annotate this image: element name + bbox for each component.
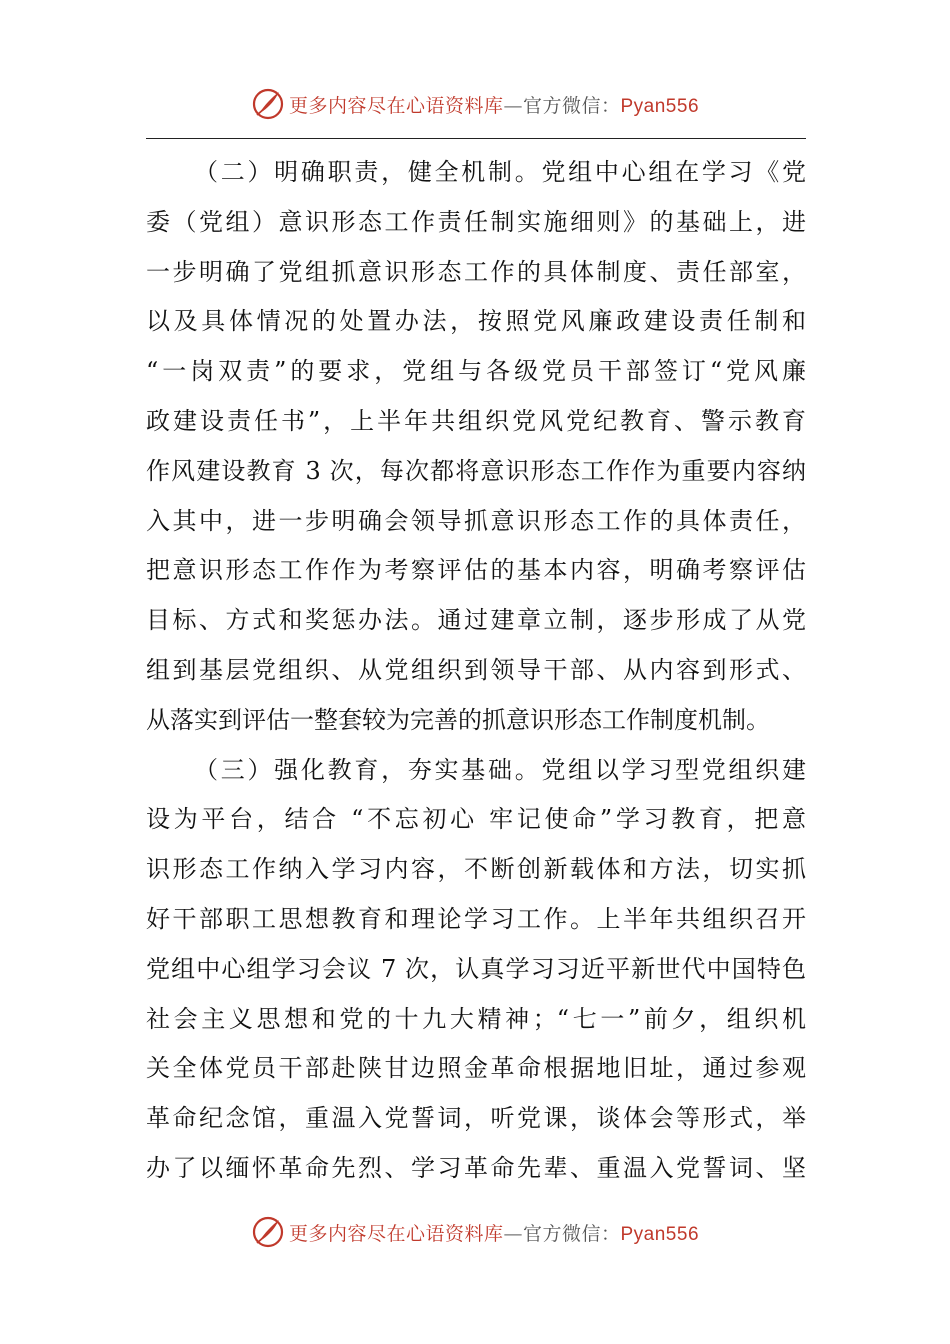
- text-line: 把意识形态工作作为考察评估的基本内容，明确考察评估: [146, 556, 806, 585]
- document-body: [146, 148, 806, 1194]
- watermark-dash: —: [503, 94, 523, 117]
- text-line: 从落实到评估一整套较为完善的抓意识形态工作制度机制。: [146, 705, 770, 734]
- quill-logo-icon: [251, 1215, 285, 1249]
- footer-watermark: [0, 1208, 950, 1256]
- watermark-main: 更多内容尽在心语资料库: [288, 1222, 504, 1245]
- text-line: 一步明确了党组抓意识形态工作的具体制度、责任部室，: [146, 257, 806, 286]
- text-line: 以及具体情况的处置办法，按照党风廉政建设责任制和: [146, 307, 806, 336]
- text-line: 入其中，进一步明确会领导抓意识形态工作的具体责任，: [146, 506, 806, 535]
- text-line: 委（党组）意识形态工作责任制实施细则》的基础上，进: [146, 207, 806, 236]
- watermark-text: [289, 91, 699, 118]
- text-line: （二）明确职责，健全机制。党组中心组在学习《党: [194, 158, 806, 186]
- quill-logo-icon: [251, 87, 285, 121]
- text-line: 社会主义思想和党的十九大精神；“七一”前夕，组织机: [146, 1004, 806, 1033]
- watermark-dash: —: [503, 1222, 523, 1245]
- text-line: 设为平台，结合 “不忘初心 牢记使命”学习教育，把意: [146, 805, 806, 834]
- text-line: “一岗双责”的要求，党组与各级党员干部签订“党风廉: [146, 357, 806, 386]
- header-watermark: [0, 80, 950, 128]
- watermark-wechat-id: Pyan556: [620, 95, 700, 117]
- paragraph-section-2: [146, 148, 806, 746]
- text-line: 识形态工作纳入学习内容，不断创新载体和方法，切实抓: [146, 855, 806, 884]
- text-line: 目标、方式和奖惩办法。通过建章立制，逐步形成了从党: [146, 606, 806, 635]
- watermark-wechat-label: 官方微信：: [522, 94, 621, 117]
- text-line: 办了以缅怀革命先烈、学习革命先辈、重温入党誓词、坚: [146, 1153, 806, 1182]
- text-line: 好干部职工思想教育和理论学习工作。上半年共组织召开: [146, 904, 806, 933]
- watermark-main: 更多内容尽在心语资料库: [288, 94, 504, 117]
- text-line: 政建设责任书”，上半年共组织党风党纪教育、警示教育: [146, 406, 806, 435]
- watermark-wechat-label: 官方微信：: [522, 1222, 621, 1245]
- text-line: （三）强化教育，夯实基础。党组以学习型党组织建: [194, 755, 806, 784]
- header-divider: [146, 138, 806, 139]
- watermark-text: [289, 1219, 699, 1246]
- text-line: 关全体党员干部赴陕甘边照金革命根据地旧址，通过参观: [146, 1054, 806, 1083]
- paragraph-section-3: [146, 746, 806, 1194]
- watermark-wechat-id: Pyan556: [620, 1223, 700, 1245]
- text-line: 革命纪念馆，重温入党誓词，听党课，谈体会等形式，举: [146, 1104, 806, 1133]
- text-line: 党组中心组学习会议 7 次，认真学习习近平新世代中国特色: [146, 954, 806, 983]
- text-line: 作风建设教育 3 次，每次都将意识形态工作作为重要内容纳: [146, 456, 806, 485]
- text-line: 组到基层党组织、从党组织到领导干部、从内容到形式、: [146, 655, 806, 684]
